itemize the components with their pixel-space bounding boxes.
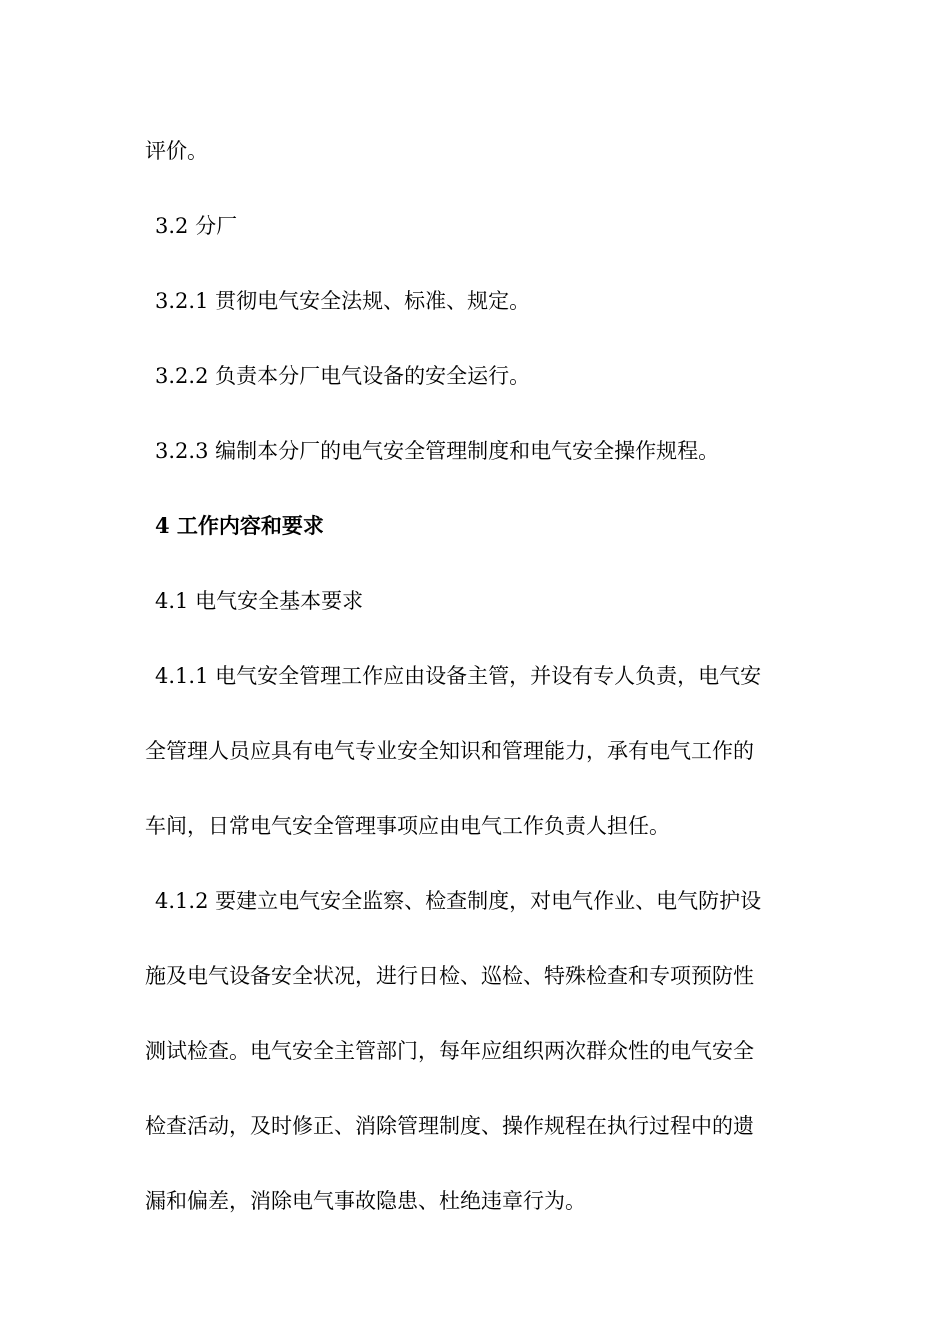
section-heading-3-2: 3.2 分厂 [155,214,238,238]
section-heading-4: 4 工作内容和要求 [155,513,324,538]
clause-4-1-2-line-1: 4.1.2 要建立电气安全监察、检查制度，对电气作业、电气防护设 [155,889,762,913]
clause-4-1-1-line-3: 车间，日常电气安全管理事项应由电气工作负责人担任。 [145,814,670,838]
clause-4-1-2-line-2: 施及电气设备安全状况，进行日检、巡检、特殊检查和专项预防性 [145,964,754,988]
clause-4-1-2-line-3: 测试检查。电气安全主管部门，每年应组织两次群众性的电气安全 [145,1039,754,1063]
section-heading-4-1: 4.1 电气安全基本要求 [155,589,364,613]
clause-3-2-1: 3.2.1 贯彻电气安全法规、标准、规定。 [155,289,531,313]
clause-3-2-3: 3.2.3 编制本分厂的电气安全管理制度和电气安全操作规程。 [155,439,720,463]
clause-4-1-2-line-4: 检查活动，及时修正、消除管理制度、操作规程在执行过程中的遗 [145,1114,754,1138]
clause-3-2-2: 3.2.2 负责本分厂电气设备的安全运行。 [155,364,531,388]
clause-4-1-2-line-5: 漏和偏差，消除电气事故隐患、杜绝违章行为。 [145,1189,586,1213]
clause-4-1-1-line-2: 全管理人员应具有电气专业安全知识和管理能力，承有电气工作的 [145,739,754,763]
paragraph-continuation-line: 评价。 [145,139,208,163]
clause-4-1-1-line-1: 4.1.1 电气安全管理工作应由设备主管，并设有专人负责，电气安 [155,664,762,688]
